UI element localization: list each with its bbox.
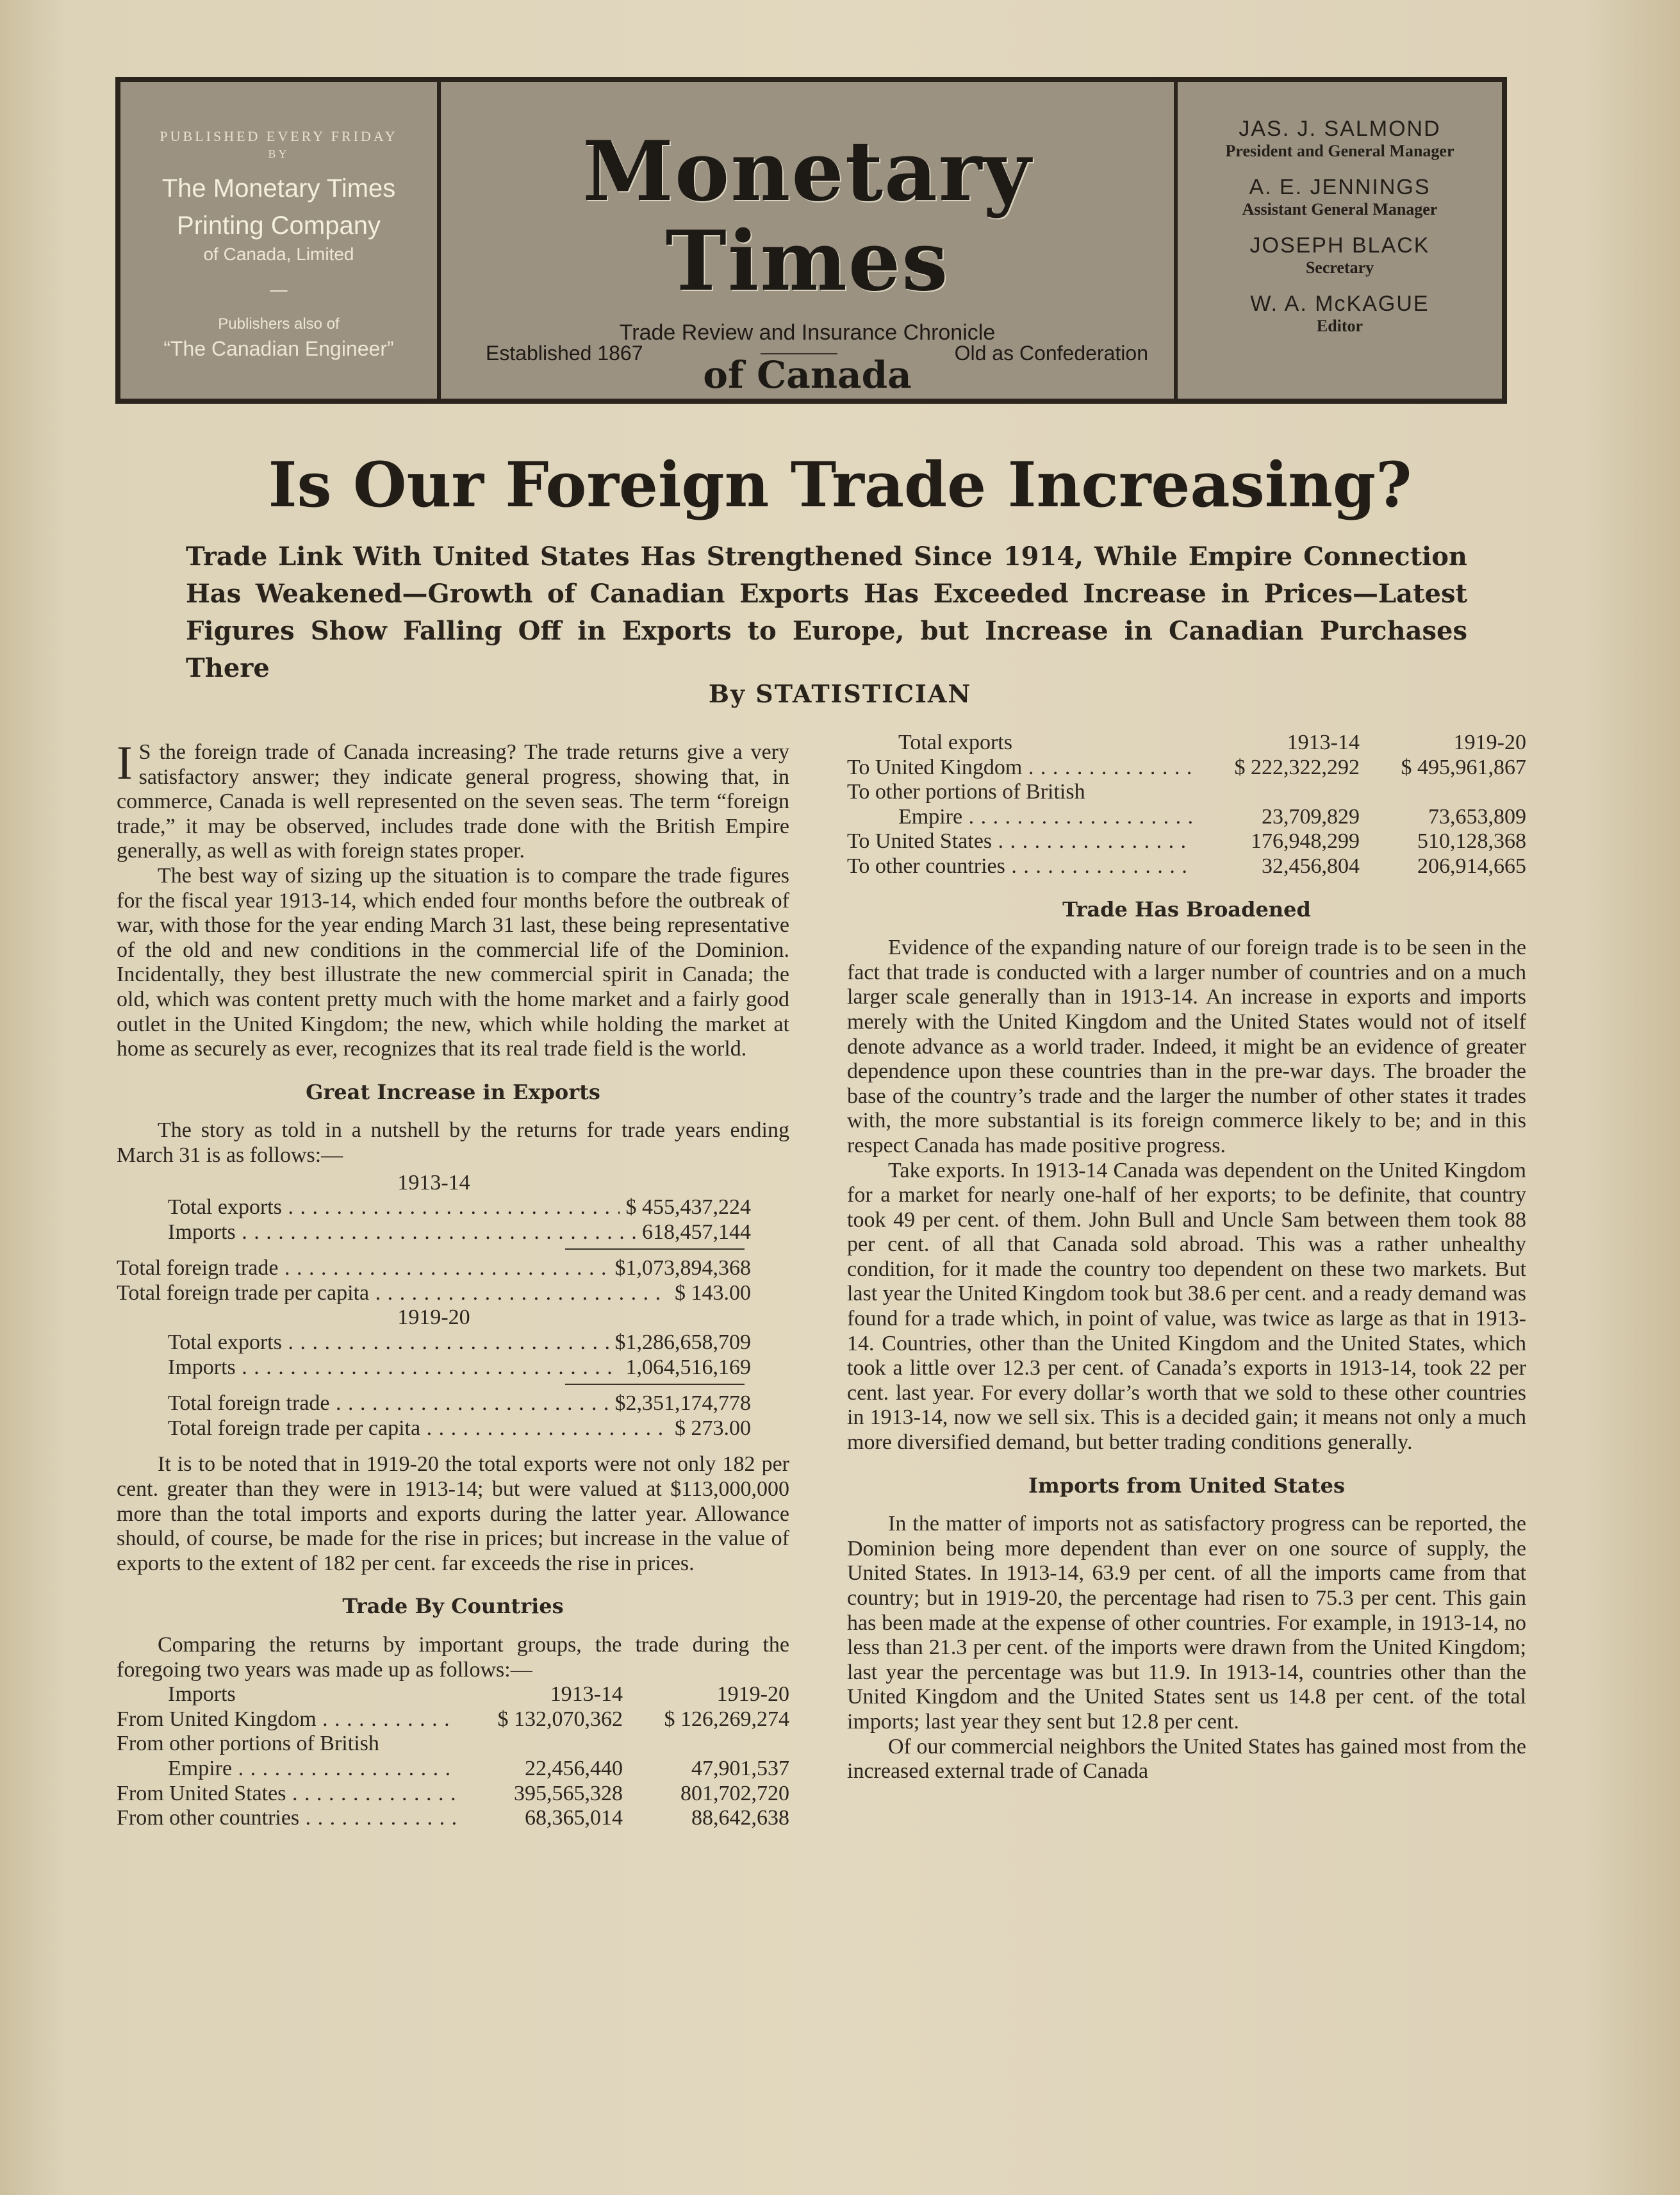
staff-name: JAS. J. SALMOND (1239, 117, 1441, 141)
sum-rule (565, 1384, 745, 1385)
table-row: Total exports . . . $1,286,658,709 (117, 1330, 751, 1355)
article-deck: Trade Link With United States Has Strengthened Since 1914, While Empire Connection Has Weakened—Growth of Canadian Exports Has Exceeded Increase in Prices—Latest Figures Show Falling Off in Exports to Europe, but Increase in Canadian Purchases There (186, 542, 1467, 683)
masthead-of-canada: of Canada (703, 353, 912, 397)
publisher-panel (120, 82, 441, 399)
subhead-exports: Great Increase in Exports (306, 1079, 600, 1104)
paragraph: Of our commercial neighbors the United States has gained most from the increased external trade of Canada (847, 1734, 1526, 1784)
masthead-subtitle: Trade Review and Insurance Chronicle (619, 320, 996, 345)
paragraph: In the matter of imports not as satisfactory progress can be reported, the Dominion being more dependent than ever on one source of supply, the United States. In 1913-14, 63.9 per cent. of all the imports came from that country; but in 1919-20, the percentage had risen to 75.3 per cent. This gain has been made at the expense of other countries. For example, in 1913-14, no less than 21.3 per cent. of the imports were drawn from the United Kingdom; last year the percentage was but 11.9. In 1913-14, countries other than the United Kingdom and the United States sent us 14.8 per cent. of the total imports; last year they sent but 12.8 per cent. (847, 1512, 1526, 1734)
table-row: Total foreign trade per capita . . . $ 143.00 (117, 1281, 751, 1306)
staff-name: JOSEPH BLACK (1249, 233, 1430, 258)
old-as-confederation: Old as Confederation (954, 342, 1148, 365)
exports-table (847, 731, 1526, 879)
table-row: Total foreign trade . . . $2,351,174,778 (117, 1391, 751, 1416)
established-text: Established 1867 (486, 342, 643, 365)
paragraph: Comparing the returns by important groups, the trade during the foregoing two years was made up as follows:— (117, 1633, 789, 1682)
drop-cap: I (117, 737, 133, 790)
masthead-footer (486, 342, 1148, 365)
title-panel (441, 82, 1178, 399)
table-header: Total exports 1913-14 1919-20 (898, 731, 1526, 754)
also-name: “The Canadian Engineer” (163, 337, 394, 360)
published-every-friday: PUBLISHED EVERY FRIDAY (160, 128, 398, 144)
masthead-title: Monetary Times (582, 124, 1032, 310)
subhead-imports-us: Imports from United States (1028, 1473, 1346, 1498)
publisher-line-2: Printing Company (177, 211, 381, 240)
table-row: Total exports . . . $ 455,437,224 (117, 1195, 751, 1220)
publisher-line-1: The Monetary Times (161, 174, 396, 203)
table-row: Total foreign trade . . . $1,073,894,368 (117, 1256, 751, 1281)
publisher-dash: — (269, 279, 288, 301)
subhead-countries: Trade By Countries (342, 1594, 564, 1619)
column-right (847, 731, 1526, 1784)
year-label: 1919-20 (397, 1305, 470, 1330)
table-row: To United States . . . 176,948,299 510,128,368 (847, 829, 1526, 854)
staff-role: Secretary (1305, 258, 1374, 277)
paragraph: The best way of sizing up the situation is to compare the trade figures for the fiscal year 1913-14, which ended four months before the outbreak of war, with those for the year ending March 31 last, these being representative of the old and new conditions in the commercial life of the Dominion. Incidentally, they best illustrate the new commercial spirit in Canada; the old, which was content pretty much with the home market and a fairly good outlet in the United Kingdom; the new, which while holding the market at home as securely as ever, recognizes that its real trade field is the world. (117, 863, 789, 1061)
staff-role: Editor (1316, 317, 1363, 335)
by-label: BY (268, 147, 290, 160)
table-row: Total foreign trade per capita . . . $ 273.00 (117, 1416, 751, 1441)
intro-text: S the foreign trade of Canada increasing? The trade returns give a very satisfactory answer; they indicate general progress, showing that, in commerce, Canada is well represented on the seven seas. The term “foreign trade,” it may be observed, includes trade done with the British Empire generally, as well as with foreign states proper. (117, 740, 789, 863)
table-row: From United States . . . 395,565,328 801,702,720 (117, 1782, 789, 1807)
paragraph: The story as told in a nutshell by the returns for trade years ending March 31 is as follows:— (117, 1118, 789, 1167)
staff-panel (1178, 82, 1502, 399)
subhead-broadened: Trade Has Broadened (1062, 897, 1311, 922)
article-headline: Is Our Foreign Trade Increasing? (268, 449, 1412, 521)
year-label: 1913-14 (397, 1170, 470, 1195)
table-row: From United Kingdom . . . $ 132,070,362 $ 126,269,274 (117, 1707, 789, 1732)
paragraph: Take exports. In 1913-14 Canada was dependent on the United Kingdom for a market for nearly one-half of her exports; to be definite, that country took 49 per cent. of them. John Bull and Uncle Sam between them took 88 per cent. of all that Canada sold abroad. This was a rather unhealthy condition, for it made the country too dependent on these two markets. But last year the United Kingdom took but 38.6 per cent. and a ready demand was found for a trade which, in point of value, was twice as large as that in 1913-14. Countries, other than the United Kingdom and the United States, which took a little over 12.3 per cent. of Canada’s exports in 1913-14, took 22 per cent. last year. For every dollar’s worth that we sold to these other countries in 1913-14, now we sell six. This is a decided gain; it means not only a much more diversified demand, but better trading conditions generally. (847, 1158, 1526, 1455)
staff-role: Assistant General Manager (1242, 200, 1438, 219)
staff-name: W. A. McKAGUE (1250, 292, 1429, 316)
footer-rule (761, 353, 837, 354)
table-row: From other portions of British (117, 1732, 379, 1756)
intro-paragraph (117, 737, 789, 864)
summary-table (117, 1171, 789, 1441)
table-row: Empire . . . 23,709,829 73,653,809 (847, 805, 1526, 830)
staff-role: President and General Manager (1225, 142, 1454, 160)
paragraph: It is to be noted that in 1919-20 the total exports were not only 182 per cent. greater than they were in 1913-14; but were valued at $113,000,000 more than the total imports and exports during the latter year. Allowance should, of course, be made for the rise in prices; but increase in the value of exports to the extent of 182 per cent. far exceeds the rise in prices. (117, 1452, 789, 1575)
table-row: To United Kingdom . . . $ 222,322,292 $ 495,961,867 (847, 756, 1526, 781)
also-label: Publishers also of (218, 315, 340, 333)
imports-table (117, 1682, 789, 1831)
article-byline: By STATISTICIAN (708, 679, 972, 708)
staff-name: A. E. JENNINGS (1249, 175, 1431, 199)
table-row: Imports . . . 618,457,144 (117, 1220, 751, 1245)
table-row: From other countries . . . 68,365,014 88,642,638 (117, 1806, 789, 1831)
publisher-line-3: of Canada, Limited (203, 244, 354, 264)
column-left (117, 737, 789, 1831)
table-row: Imports . . . 1,064,516,169 (117, 1355, 751, 1380)
paragraph: Evidence of the expanding nature of our foreign trade is to be seen in the fact that trade is conducted with a larger number of countries and on a much larger scale generally than in 1913-14. An increase in exports and imports merely with the United Kingdom and the United States would not of itself denote advance as a world trader. Indeed, it might be an evidence of greater dependence upon these countries than in the pre-war days. The broader the base of the country’s trade and the larger the number of other states it trades with, the more substantial is its foreign commerce likely to be; and in this respect Canada has made positive progress. (847, 936, 1526, 1157)
table-row: Empire . . . 22,456,440 47,901,537 (117, 1757, 789, 1782)
masthead (115, 77, 1507, 404)
table-header: Imports 1913-14 1919-20 (168, 1682, 789, 1707)
sum-rule (565, 1248, 745, 1250)
table-row: To other countries . . . 32,456,804 206,914,665 (847, 854, 1526, 879)
table-row: To other portions of British (847, 780, 1085, 804)
